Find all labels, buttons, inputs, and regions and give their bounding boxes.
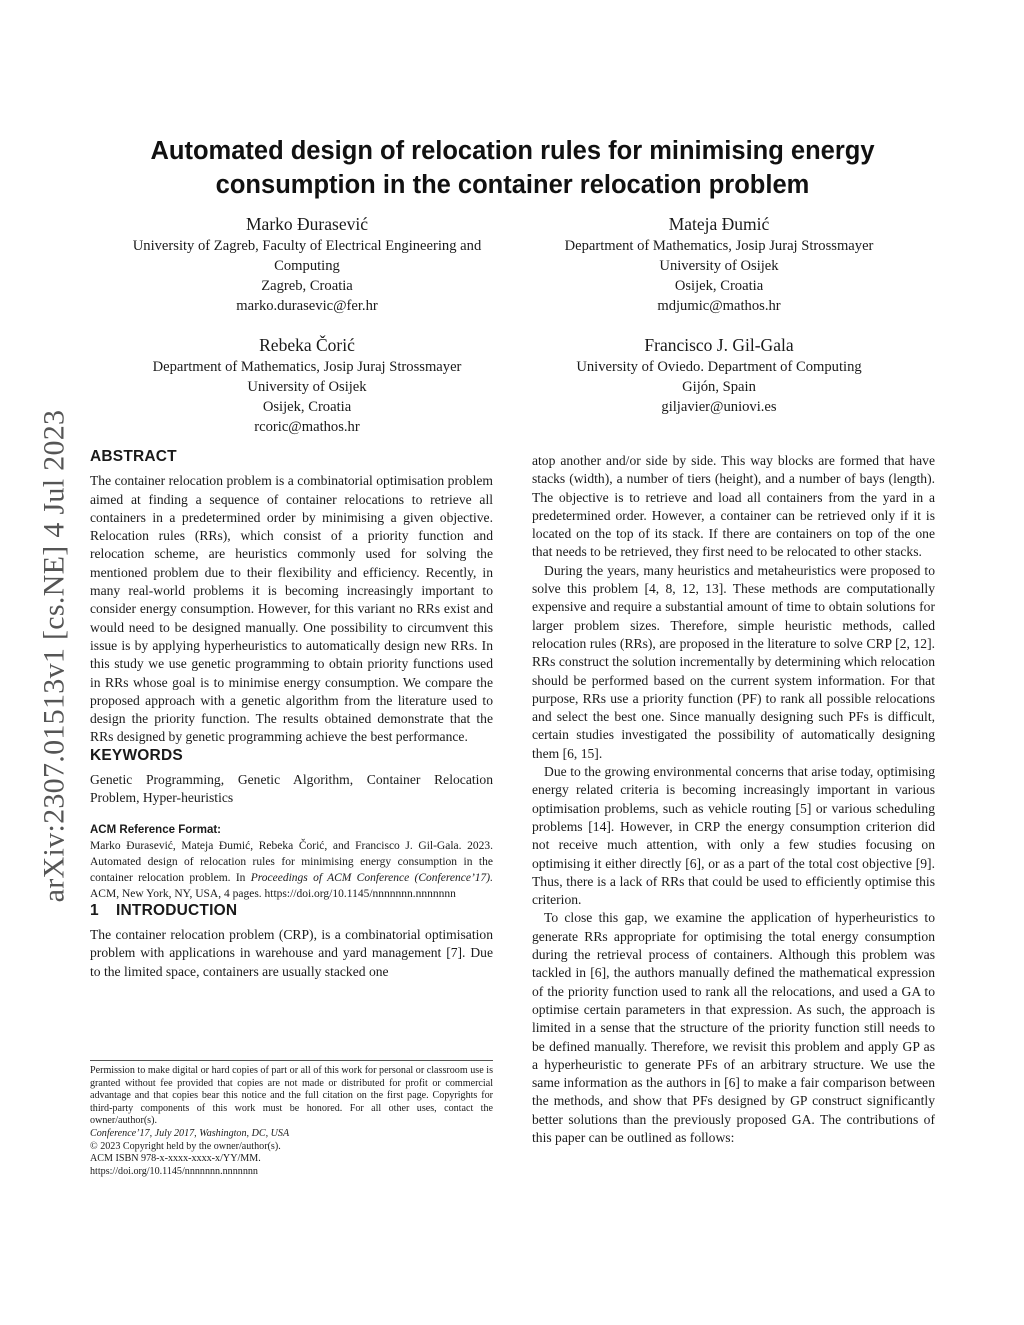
author-affiliation: Department of Mathematics, Josip Juraj Strossmayer bbox=[152, 359, 462, 375]
author-block-4 bbox=[512, 333, 926, 417]
author-name: Francisco J. Gil-Gala bbox=[644, 335, 794, 355]
permission-text: Permission to make digital or hard copies of part or all of this work for personal or classroom use is granted without fee provided that copies are not made or distributed for profit or commercial advantage and that copies bear this notice and the full citation on the first page. Copyrights for third-party components of this work must be honored. For all other uses, contact the owner/author(s). bbox=[90, 1065, 493, 1127]
right-column bbox=[532, 452, 935, 1147]
body-paragraph: During the years, many heuristics and metaheuristics were proposed to solve this problem [4, 8, 12, 13]. These methods are computationally expensive and require a substantial amount of time to obtain solutions for larger problem sizes. Therefore, simple heuristic methods, called relocation rules (RRs), are proposed in the literature to solve CRP [2, 12]. RRs construct the solution incrementally by determining which relocation should be performed based on the current system information. For that purpose, RRs use a priority function (PF) to rank all possible relocations and select the best one. Since manually designing such PFs is difficult, certain studies investigated the possibility of automatically designing them [6, 15]. bbox=[532, 562, 935, 761]
author-block-1 bbox=[100, 212, 514, 316]
author-name: Mateja Đumić bbox=[668, 214, 770, 234]
section-number: 1 bbox=[90, 901, 99, 919]
author-email[interactable]: giljavier@uniovi.es bbox=[661, 399, 777, 415]
body-paragraph: Due to the growing environmental concerns that arise today, optimising energy related criteria is becoming increasingly important in various optimisation problems, such as vehicle routing [5] or various scheduling problems [14]. However, in CRP the energy consumption criterion did not receive much attention, with only a few studies focusing on optimising it either directly [6], or as a part of the total cost objective [9]. Thus, there is a lack of RRs that could be used to efficiently optimise this criterion. bbox=[532, 764, 935, 908]
paper-title: Automated design of relocation rules for minimising energy consumption in the container relocation problem bbox=[150, 137, 875, 199]
author-email[interactable]: rcoric@mathos.hr bbox=[254, 419, 360, 435]
author-name: Marko Đurasević bbox=[246, 214, 368, 234]
author-affiliation: University of Osijek bbox=[659, 258, 779, 274]
arxiv-stamp-text: arXiv:2307.01513v1 [cs.NE] 4 Jul 2023 bbox=[37, 409, 70, 903]
author-email[interactable]: mdjumic@mathos.hr bbox=[657, 298, 781, 314]
author-affiliation: University of Oviedo. Department of Computing bbox=[576, 359, 862, 375]
author-affiliation: University of Zagreb, Faculty of Electrical Engineering and bbox=[132, 238, 482, 254]
body-paragraph: To close this gap, we examine the application of hyperheuristics to generate RRs appropriate for optimising the total energy consumption during the retrieval process of containers. Although this problem was tackled in [6], the authors manually defined the mathematical expression of the priority function used to rank all the relocations, and used a GA to optimise certain parameters in that expression. As such, the approach is limited in a sense that the structure of the priority function still needs to be defined manually. Therefore, we revisit this problem and apply GP as a hyperheuristic to generate PFs of an arbitrary structure. We use the same information as the authors in [6] to make a fair comparison between the methods, and show that PFs designed by GP construct significantly better solutions than the previously proposed GA. The contributions of this paper can be outlined as follows: bbox=[532, 910, 935, 1145]
author-name: Rebeka Čorić bbox=[259, 335, 355, 355]
doi-link[interactable]: https://doi.org/10.1145/nnnnnnn.nnnnnnn bbox=[90, 1165, 258, 1177]
introduction-heading bbox=[90, 902, 493, 920]
acm-reference-text bbox=[90, 838, 493, 902]
author-block-3 bbox=[100, 333, 514, 437]
acm-reference-citation: Marko Đurasević, Mateja Đumić, Rebeka Čorić, and Francisco J. Gil-Gala. 2023. Automated design of relocation rules for minimising energy consumption in the container relocation problem. In bbox=[90, 839, 493, 884]
abstract-text: The container relocation problem is a combinatorial optimisation problem aimed at finding a sequence of container relocations to retrieve all containers in a predetermined order by minimising a given objective. Relocation rules (RRs), which consist of a priority function and relocation scheme, are heuristics commonly used for solving the mentioned problem due to their flexibility and efficiency. Recently, in many real-world problems it is becoming increasingly important to consider energy consumption. However, for this variant no RRs exist and would need to be designed manually. One possibility to circumvent this issue is by applying hyperheuristics to automatically design new RRs. In this study we use genetic programming to obtain priority functions used in RRs whose goal is to minimise energy consumption. We compare the proposed approach with a genetic algorithm from the literature used to design the priority function. The results obtained demonstrate that the RRs designed by genetic programming achieve the best performance. bbox=[90, 473, 493, 745]
author-location: Osijek, Croatia bbox=[262, 399, 352, 415]
author-affiliation: University of Osijek bbox=[247, 379, 367, 395]
author-location: Zagreb, Croatia bbox=[261, 278, 353, 294]
keywords-text: Genetic Programming, Genetic Algorithm, Container Relocation Problem, Hyper-heuristics bbox=[90, 772, 493, 806]
permission-footnote bbox=[90, 1060, 493, 1178]
acm-reference-venue: Proceedings of ACM Conference (Conference’17). bbox=[250, 871, 493, 884]
author-block-2 bbox=[512, 212, 926, 316]
isbn-info: ACM ISBN 978-x-xxxx-xxxx-x/YY/MM. bbox=[90, 1153, 261, 1165]
acm-reference bbox=[90, 822, 493, 902]
body-paragraph: atop another and/or side by side. This way blocks are formed that have stacks (width), a number of tiers (height), and a number of bays (length). The objective is to retrieve and load all containers from the yard in a predetermined order. However, a container can be retrieved only if it is located on the top of its stack. If there are containers on top of the one that needs to be retrieved, they first need to be relocated to other stacks. bbox=[532, 453, 935, 560]
author-location: Osijek, Croatia bbox=[674, 278, 764, 294]
acm-reference-heading: ACM Reference Format: bbox=[90, 823, 221, 836]
conference-info: Conference’17, July 2017, Washington, DC, USA bbox=[90, 1127, 290, 1139]
introduction-text: The container relocation problem (CRP), is a combinatorial optimisation problem with applications in warehouse and yard management [7]. Due to the limited space, containers are usually stacked one bbox=[90, 926, 493, 979]
author-affiliation: Department of Mathematics, Josip Juraj Strossmayer bbox=[564, 238, 874, 254]
copyright-info: © 2023 Copyright held by the owner/author(s). bbox=[90, 1140, 281, 1152]
section-title: INTRODUCTION bbox=[116, 901, 238, 919]
keywords-heading: KEYWORDS bbox=[90, 746, 183, 764]
author-email[interactable]: marko.durasevic@fer.hr bbox=[236, 298, 378, 314]
arxiv-stamp bbox=[30, 376, 78, 936]
author-location: Gijón, Spain bbox=[682, 379, 756, 395]
author-affiliation: Computing bbox=[274, 258, 340, 274]
abstract-heading: ABSTRACT bbox=[90, 448, 177, 465]
left-column bbox=[90, 448, 493, 981]
acm-reference-publisher: ACM, New York, NY, USA, 4 pages. https://doi.org/10.1145/nnnnnnn.nnnnnnn bbox=[90, 887, 456, 900]
